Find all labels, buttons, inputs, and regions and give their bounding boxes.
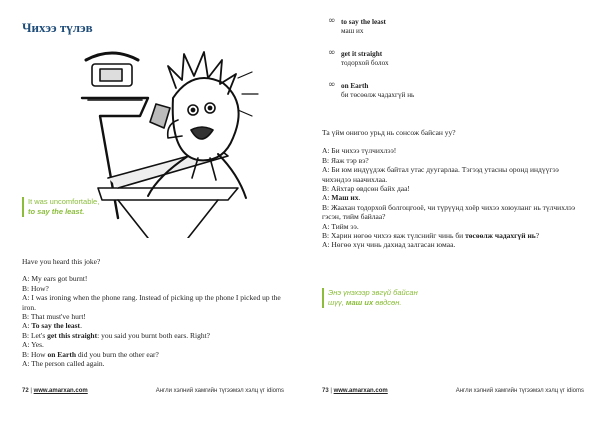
infinity-icon: ∞ [328, 80, 336, 90]
speaker-label: А: [322, 165, 330, 175]
callout-line-1: It was uncomfortable, [28, 197, 100, 206]
dialogue-line [322, 231, 584, 240]
speaker-label: В: [322, 184, 330, 194]
callout-line-2: to say the least. [28, 207, 85, 216]
callout-quote-mongolian [322, 288, 446, 308]
dialogue-line [22, 274, 284, 283]
joke-text [22, 257, 284, 368]
idiom-entry [328, 50, 548, 68]
idiom-entry [328, 82, 548, 100]
infinity-icon: ∞ [328, 16, 336, 26]
speaker-label: B: [22, 283, 30, 293]
joke-intro: Have you heard this joke? [22, 257, 101, 266]
dialogue-text: Би чихээ түлчихлээ! [331, 146, 397, 156]
idiom-highlight: Маш их [331, 193, 359, 203]
callout-highlight: маш их [345, 298, 374, 307]
dialogue-text: Нөгөө хүн чинь дахиад залгасан юмаа. [331, 240, 456, 250]
dialogue-line [22, 321, 284, 330]
dialogue-text: . [358, 193, 361, 203]
dialogue-text: Жаахан тодорхой болгоцгооё, чи түрүүнд хоёр чихээ хоюуланг нь түлчихлээ гэсэн, тийм байлаа? [322, 202, 576, 222]
dialogue-line [322, 156, 584, 165]
speaker-label: A: [22, 274, 30, 284]
callout-quote [22, 197, 146, 217]
speaker-label: A: [22, 321, 30, 331]
idiom-mongolian: би төсөөлж чадахгүй нь [341, 91, 415, 99]
callout-line-2: шүү, [328, 298, 346, 307]
page-title: Чихээ түлэв [22, 20, 93, 35]
dialogue-line [322, 184, 584, 193]
speaker-label: В: [322, 202, 330, 212]
dialogue-line [322, 193, 584, 202]
dialogue-text: The person called again. [31, 359, 105, 369]
dialogue-line [322, 165, 584, 184]
speaker-label: А: [322, 221, 330, 231]
dialogue-text: How? [30, 283, 49, 293]
idiom-english: get it straight [341, 50, 383, 58]
dialogue-text: : you said you burnt both ears. Right? [97, 330, 211, 340]
speaker-label: A: [22, 293, 30, 303]
dialogue-line [22, 340, 284, 349]
dialogue-line [322, 222, 584, 231]
page-number: 72 [22, 388, 29, 394]
speaker-label: A: [22, 359, 30, 369]
dialogue-text: Yes. [31, 340, 44, 350]
callout-line-2-end: өвдсөн. [373, 298, 402, 307]
idiom-highlight: төсөөлж чадахгүй нь [465, 231, 536, 241]
speaker-label: B: [22, 349, 30, 359]
page-footer [322, 388, 584, 398]
dialogue-text: That must've hurt! [30, 312, 86, 322]
dialogue-text: . [80, 321, 82, 331]
speaker-label: В: [322, 155, 330, 165]
dialogue-line [22, 293, 284, 312]
idiom-english: on Earth [341, 82, 369, 90]
idiom-highlight: To say the least [31, 321, 81, 331]
dialogue-text: My ears got burnt! [31, 274, 88, 284]
idiom-highlight: on Earth [47, 349, 76, 359]
course-title: Англи хэлний хамгийн түгээмэл хэлц үг idioms [155, 388, 284, 394]
right-page [300, 0, 600, 423]
callout-line-1: Энэ үнэхээр эвгүй байсан [328, 288, 418, 297]
page-footer [22, 388, 284, 398]
dialogue-line [22, 350, 284, 359]
dialogue-line [22, 312, 284, 321]
dialogue-text: How [30, 349, 48, 359]
dialogue-text: Let's [30, 330, 48, 340]
idiom-highlight: get this straight [47, 330, 98, 340]
speaker-label: А: [322, 146, 330, 156]
dialogue-line [22, 331, 284, 340]
dialogue-text: Яаж тэр вэ? [330, 155, 369, 165]
dialogue-line [322, 203, 584, 222]
dialogue-text: Тийм ээ. [331, 221, 359, 231]
idiom-mongolian: маш их [341, 27, 364, 35]
speaker-label: А: [322, 240, 330, 250]
speaker-label: А: [322, 193, 330, 203]
footer-separator: | [328, 388, 334, 394]
course-title: Англи хэлний хамгийн түгээмэл хэлц үг idioms [455, 388, 584, 394]
dialogue-text: Айхтар өвдсөн байх даа! [330, 184, 410, 194]
dialogue-text: I was ironing when the phone rang. Instead of picking up the phone I picked up the iron. [22, 293, 281, 312]
speaker-label: В: [322, 231, 330, 241]
page-number: 73 [322, 388, 329, 394]
website-link[interactable]: www.amarxan.com [33, 388, 88, 394]
infinity-icon: ∞ [328, 48, 336, 58]
dialogue-line [22, 284, 284, 293]
dialogue-text: Би юм индүүдэж байтал утас дуугарлаа. Тэгээд утасны оронд индүүгээ чихэндээ наачихлаа. [322, 165, 559, 184]
dialogue-line [322, 146, 584, 155]
footer-separator: | [28, 388, 34, 394]
translation-question: Та үйм онигоо урьд нь сонсож байсан уу? [322, 128, 456, 137]
website-link[interactable]: www.amarxan.com [333, 388, 388, 394]
dialogue-line [22, 359, 284, 368]
speaker-label: B: [22, 312, 30, 322]
idiom-english: to say the least [341, 18, 386, 26]
dialogue-line [322, 240, 584, 249]
idiom-entry [328, 18, 548, 36]
dialogue-text: did you burn the other ear? [75, 349, 159, 359]
dialogue-text: Харин нөгөө чихээ яаж түлснийг чинь би [330, 231, 466, 241]
idiom-list [328, 18, 548, 114]
speaker-label: B: [22, 330, 30, 340]
dialogue-text: ? [535, 231, 540, 241]
idiom-mongolian: тодорхой болох [341, 59, 389, 67]
joke-translation [322, 128, 584, 250]
speaker-label: A: [22, 340, 30, 350]
